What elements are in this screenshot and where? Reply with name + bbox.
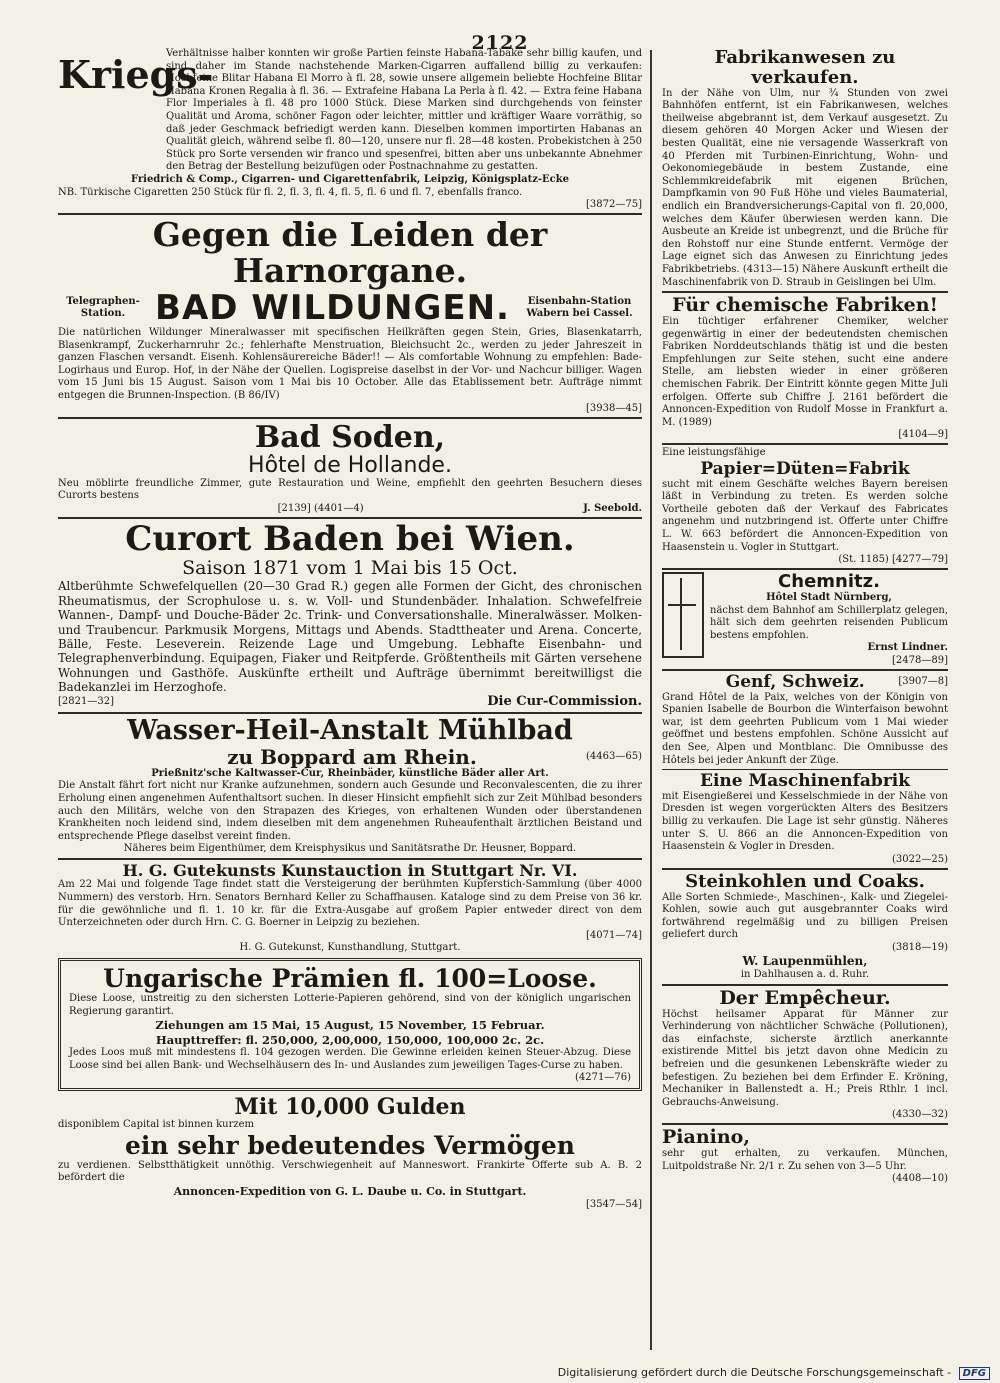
soden-text: Neu möblirte freundliche Zimmer, gute Restauration und Weine, empfiehlt den geehrten Besuchern dieses Curorts bestens — [58, 477, 642, 502]
digitization-footer — [558, 1366, 990, 1379]
chemnitz-ref: [2478—89] — [892, 654, 948, 666]
genf-headline: Genf, Schweiz. — [725, 671, 865, 692]
baden-ref: [2821—32] — [58, 696, 114, 708]
soden-refs: [2139] (4401—4) — [277, 503, 364, 515]
baden-subhead: Saison 1871 vom 1 Mai bis 15 Oct. — [182, 557, 518, 580]
ad-ungarn — [58, 958, 642, 1091]
gulden-text: zu verdienen. Selbstthätigkeit unnöthig. Verschwiegenheit auf Manneswort. Frankirte Offerte sub A. B. 2 befördert die — [58, 1159, 642, 1184]
ad-kriegs — [58, 48, 642, 211]
gulden-headline2: ein sehr bedeutendes Vermögen — [125, 1131, 575, 1161]
steinkohlen-ref: (3818—19) — [892, 942, 948, 954]
chemnitz-text: nächst dem Bahnhof am Schillerplatz gelegen, hält sich dem geehrten reisenden Publicum bestens empfohlen. — [710, 604, 948, 641]
ad-baden — [58, 521, 642, 710]
ad-wildungen — [58, 217, 642, 415]
chemnitz-headline: Chemnitz. — [778, 571, 880, 593]
genf-ref: [3907—8] — [898, 676, 948, 688]
divider — [662, 291, 948, 293]
soden-sign: J. Seebold. — [583, 503, 642, 515]
ad-papier — [662, 447, 948, 566]
kriegs-signature: Friedrich & Comp., Cigarren- und Cigarettenfabrik, Leipzig, Königsplatz-Ecke — [130, 173, 570, 185]
ad-gutekunst — [58, 862, 642, 955]
gutekunst-sign: H. G. Gutekunst, Kunsthandlung, Stuttgart. — [239, 941, 461, 953]
divider — [662, 568, 948, 570]
papier-headline: Papier=Düten=Fabrik — [700, 458, 910, 479]
ad-fabrik — [662, 48, 948, 289]
ungarn-headline: Ungarische Prämien fl. 100=Loose. — [103, 964, 597, 994]
divider — [662, 769, 948, 770]
fabrik-text: In der Nähe von Ulm, nur ¾ Stunden von zwei Bahnhöfen entfernt, ist ein Fabrikanwesen, welches theilweise abgebrannt ist, dem Verkauf ausgesetzt. Zu diesem gehören 40 Morgen Acker und Wiesen der besten Qualität, eine nie versagende Wasserkraft von 40 Pferden mit Turbinen-Einrichtung, Wohn- und Oekonomiegebäude in bestem Zustande, eine Schlemmkreidefabrik mit eigenen Brüchen, Dampfkamin von 90 Fuß Höhe und vieles Baumaterial, endlich ein Brandversicherungs-Capital von fl. 20,000, welches dem Käufer überwiesen werden kann. Die Ausbeute an Kreide ist unbegrenzt, und die Brüche für den Rohstoff nur eine Stunde entfernt. Vermöge der Lage eignet sich das Anwesen zu Einrichtung jedes Fabrikbetriebs. (4313—15) Nähere Auskunft ertheilt die Maschinenfabrik von D. Straub in Geislingen bei Ulm. — [662, 87, 948, 288]
wildungen-right-label: Eisenbahn-Station Wabern bei Cassel. — [526, 295, 633, 320]
gutekunst-headline: H. G. Gutekunsts Kunstauction in Stuttgart Nr. VI. — [122, 860, 578, 880]
baden-sign: Die Cur-Commission. — [487, 694, 642, 710]
ungarn-ziehungen: Ziehungen am 15 Mai, 15 August, 15 November, 15 Februar. — [155, 1018, 545, 1033]
baden-headline: Curort Baden bei Wien. — [125, 519, 575, 560]
steinkohlen-text: Alle Sorten Schmiede-, Maschinen-, Kalk- und Ziegelei-Kohlen, sowie auch gut ausgebrannter Coaks wird fortwährend regelmäßig und zu billigen Preisen geliefert durch — [662, 891, 948, 941]
chemische-headline: Für chemische Fabriken! — [672, 294, 938, 317]
muehlbad-headline: Wasser-Heil-Anstalt Mühlbad — [127, 715, 573, 747]
soden-subhead: Hôtel de Hollande. — [248, 452, 452, 478]
chemnitz-subhead: Hôtel Stadt Nürnberg, — [766, 591, 892, 603]
ungarn-ref: (4271—76) — [575, 1072, 631, 1084]
gulden-line1: disponiblem Capital ist binnen kurzem — [58, 1119, 255, 1131]
divider — [662, 1123, 948, 1125]
kriegs-headline: Kriegs- — [58, 52, 214, 97]
divider — [662, 669, 948, 671]
steinkohlen-place: in Dahlhausen a. d. Ruhr. — [740, 969, 870, 981]
column-divider — [650, 50, 652, 1350]
wildungen-center: BAD WILDUNGEN. — [155, 287, 510, 328]
kriegs-text: Verhältnisse halber konnten wir große Partien feinste Habana-Tabake sehr billig kaufen, und sind daher im Stande nachstehende Marken-Cigarren auffallend billig zu verkaufen: Hochfeine Blitar Habana El Morro à fl. 28, sowie unsere allgemein beliebte Hochfeine Blitar Habana Kronen Regalia à fl. 36. — Extrafeine Habana La Perla à fl. 42. — Extra feine Habana Flor Imperiales à fl. 48 pro 1000 Stück. Diese Marken sind durchgehends von feinster Qualität und Aroma, schöner Fagon oder leichter, mittler und kräftiger Waare vorräthig, so daß jeder Geschmack befriedigt werden kann. Dieselben kommen importirten Habanas an Qualität gleich, während selbe fl. 80—120, unsere nur fl. 28—48 kosten. Probekistchen à 250 Stück pro Sorte versenden wir franco und spesenfrei, bitten aber uns unbekannte Abnehmer den Betrag der Bestellung beizufügen oder Postnachnahme zu gestatten. — [166, 48, 642, 173]
divider — [662, 984, 948, 986]
maschinen-ref: (3022—25) — [892, 853, 948, 865]
ad-chemische — [662, 295, 948, 441]
steinkohlen-headline: Steinkohlen und Coaks. — [685, 870, 925, 892]
wildungen-headline: Gegen die Leiden der Harnorgane. — [152, 215, 548, 291]
ad-steinkohlen — [662, 872, 948, 982]
maschinen-text: mit Eisengießerei und Kesselschmiede in der Nähe von Dresden ist wegen vorgerückten Alters des Besitzers billig zu verkaufen. Die Lage ist sehr günstig. Näheres unter S. U. 866 an die Annoncen-Expedition von Haasenstein & Vogler in Dresden. — [662, 790, 948, 853]
muehlbad-subhead: zu Boppard am Rhein. — [227, 744, 477, 769]
ad-genf — [662, 673, 948, 767]
soden-headline: Bad Soden, — [254, 419, 446, 455]
dfg-logo: DFG — [959, 1367, 990, 1380]
monogram-icon — [662, 572, 704, 658]
ad-muehlbad — [58, 716, 642, 856]
kriegs-ref: [3872—75] — [586, 199, 642, 211]
ad-chemnitz — [662, 572, 948, 667]
papier-line1: Eine leistungsfähige — [662, 447, 766, 459]
papier-text: sucht mit einem Geschäfte welches Bayern bereisen läßt in Verbindung zu treten. Es werden solche Vortheile geboten daß der Verkauf des Fabricates angenehm und nutzbringend ist. Offerte unter Chiffre L. W. 663 befördert die Annoncen-Expedition von Haasenstein u. Vogler in Stuttgart. — [662, 478, 948, 553]
empecheur-text: Höchst heilsamer Apparat für Männer zur Verhinderung von nächtlicher Schwäche (Pollutionen), das einfachste, sicherste ärztlich anerkannte existirende Mittel bis jetzt davon ohne Medicin zu befreien und die gesunkenen Lebenskräfte wieder zu befestigen. Zu beziehen bei dem Erfinder E. Kröning, Mechaniker in Ballenstedt a. H.; Preis Rthlr. 1 incl. Gebrauchs-Anweisung. — [662, 1008, 948, 1108]
ad-empecheur — [662, 988, 948, 1122]
steinkohlen-sign: W. Laupenmühlen, — [742, 954, 868, 969]
gutekunst-text: Am 22 Mai und folgende Tage findet statt die Versteigerung der berühmten Kupferstich-Sammlung (über 4000 Nummern) des verstorb. Hrn. Senators Bernhard Keller zu Schaffhausen. Kataloge sind zu dem Preise von 36 kr. für die gewöhnliche und fl. 1. 10 kr. für die Extra-Ausgabe auf großem Papier entweder direct von dem Unterzeichneten oder durch Hrn. C. G. Boerner in Leipzig zu beziehen. — [58, 879, 642, 929]
gulden-agency: Annoncen-Expedition von G. L. Daube u. Co. in Stuttgart. — [173, 1184, 527, 1198]
chemische-text: Ein tüchtiger erfahrener Chemiker, welcher gegenwärtig in einer der bedeutendsten chemischen Fabriken Norddeutschlands thätig ist und die besten Empfehlungen zur Seite stehen, sucht eine andere Stelle, am liebsten wieder in einer größeren chemischen Fabrik. Der Eintritt könnte gegen Mitte Juli erfolgen. Offerte sub Chiffre J. 2161 befördert die Annoncen-Expedition von Rudolf Mosse in Frankfurt a. M. (1989) — [662, 315, 948, 428]
ungarn-haupttreffer: Haupttreffer: fl. 250,000, 2,00,000, 150,000, 100,000 2c. 2c. — [155, 1032, 545, 1047]
wildungen-ref: [3938—45] — [586, 402, 642, 414]
papier-refs: (St. 1185) [4277—79] — [838, 554, 948, 566]
chemnitz-sign: Ernst Lindner. — [867, 642, 948, 654]
pianino-headline: Pianino, — [662, 1126, 750, 1149]
wildungen-left-label: Telegraphen-Station. — [66, 295, 140, 320]
muehlbad-ref: (4463—65) — [586, 750, 642, 762]
wildungen-text: Die natürlichen Wildunger Mineralwasser mit specifischen Heilkräften gegen Stein, Gries, Blasenkatarrh, Blasenkrampf, Zuckerharnruhr 2c.; fehlerhafte Menstruation, Bleichsucht 2c., werden zu jeder Jahreszeit in ganzen Flaschen versandt. Eisenh. Kohlensäurereiche Bäder!! — Als comfortable Wohnung zu empfehlen: Bade-Logirhaus und Europ. Hof, in der Nähe der Quellen. Logispreise daselbst in der Vor- und Nachcur billiger. Wagen vom 15 Juni bis 15 August. Saison vom 1 Mai bis 10 October. Alle das Etablissement betr. Aufträge nimmt entgegen die Brunnen-Inspection. (B 86/IV) — [58, 327, 642, 402]
pianino-text: sehr gut erhalten, zu verkaufen. München, Luitpoldstraße Nr. 2/1 r. Zu sehen von 3—5 Uhr. — [662, 1148, 948, 1172]
ungarn-text2: Jedes Loos muß mit mindestens fl. 104 gezogen werden. Die Gewinne erleiden keinen Steuer-Abzug. Diese Loose sind bei allen Bank- und Wechselhäusern des In- und Auslandes zum jeweiligen Tages-Curse zu haben. — [69, 1047, 631, 1071]
baden-text: Altberühmte Schwefelquellen (20—30 Grad R.) gegen alle Formen der Gicht, des chronischen Rheumatismus, der Scrophulose u. s. w. Voll- und Stundenbäder. Inhalation. Schwefelfreie Wannen-, Dampf- und Douche-Bäder 2c. Trink- und Conversationshalle. Mineralwässer. Molken- und Traubencur. Parkmusik Morgens, Mittags und Abends. Stadttheater und Arena. Concerte, Bälle, Feste. Leseverein. Reizende Lage und Umgebung. Lebhafte Eisenbahn- und Telegraphenverbindung. Equipagen, Fiaker und Reitpferde. Größtentheils mit Gärten versehene Wohnungen und Gasthöfe. Auskünfte ertheilt und Aufträge übernimmt bereitwilligst die Badekanzlei im Herzoghofe. — [58, 579, 642, 695]
divider — [58, 712, 642, 714]
muehlbad-text: Die Anstalt fährt fort nicht nur Kranke aufzunehmen, sondern auch Gesunde und Reconvalescenten, die zu ihrer Erholung einen angenehmen Aufenthaltsort suchen. In dieser Hinsicht empfiehlt sich zur Zeit Mühlbad besonders auch den Militärs, welche von den Strapazen des Krieges, von erhaltenen Wunden oder überstandenen Krankheiten noch leidend sind, indem dieselben mit dem angenehmen Ruheaufenthalt ärztlichen Beistand und entsprechende Pflege daselbst vereint finden. — [58, 780, 642, 842]
pianino-ref: (4408—10) — [892, 1173, 948, 1185]
kriegs-nb: NB. Türkische Cigaretten 250 Stück für fl. 2, fl. 3, fl. 4, fl. 5, fl. 6 und fl. 7, ebenfalls franco. — [58, 186, 523, 198]
empecheur-headline: Der Empêcheur. — [719, 986, 891, 1009]
empecheur-ref: (4330—32) — [892, 1109, 948, 1121]
footer-text: Digitalisierung gefördert durch die Deutsche Forschungsgemeinschaft - — [557, 1366, 952, 1379]
divider — [662, 868, 948, 870]
ad-pianino — [662, 1127, 948, 1185]
gutekunst-ref: [4071—74] — [586, 929, 642, 941]
muehlbad-tagline: Prießnitz'sche Kaltwasser-Cur, Rheinbäder, künstliche Bäder aller Art. — [151, 767, 549, 779]
divider — [662, 443, 948, 445]
maschinen-headline: Eine Maschinenfabrik — [699, 771, 911, 792]
gulden-headline: Mit 10,000 Gulden — [234, 1094, 466, 1121]
ad-gulden — [58, 1095, 642, 1210]
right-column — [662, 48, 948, 1185]
left-column — [58, 48, 642, 1211]
divider — [58, 417, 642, 419]
chemische-ref: [4104—9] — [898, 429, 948, 441]
divider — [58, 858, 642, 860]
genf-text: Grand Hôtel de la Paix, welches von der Königin von Spanien Isabelle de Bourbon die Winterfaison bewohnt war, ist dem geehrten Publicum vom 1 Mai wieder geöffnet und bestens empfohlen. Schöne Aussicht auf den See, Alpen und Montblanc. Die Omnibusse des Hôtels bei jeder Ankunft der Züge. — [662, 691, 948, 766]
ad-soden — [58, 421, 642, 515]
ungarn-text: Diese Loose, unstreitig zu den sichersten Lotterie-Papieren gehörend, sind von der königlich ungarischen Regierung garantirt. — [69, 992, 631, 1017]
gulden-ref: [3547—54] — [586, 1198, 642, 1210]
ad-maschinen — [662, 772, 948, 866]
muehlbad-contact: Näheres beim Eigenthümer, dem Kreisphysikus und Sanitätsrathe Dr. Heusner, Boppard. — [123, 843, 577, 855]
page-number: 2122 — [471, 32, 529, 54]
fabrik-headline: Fabrikanwesen zu verkaufen. — [714, 47, 896, 88]
